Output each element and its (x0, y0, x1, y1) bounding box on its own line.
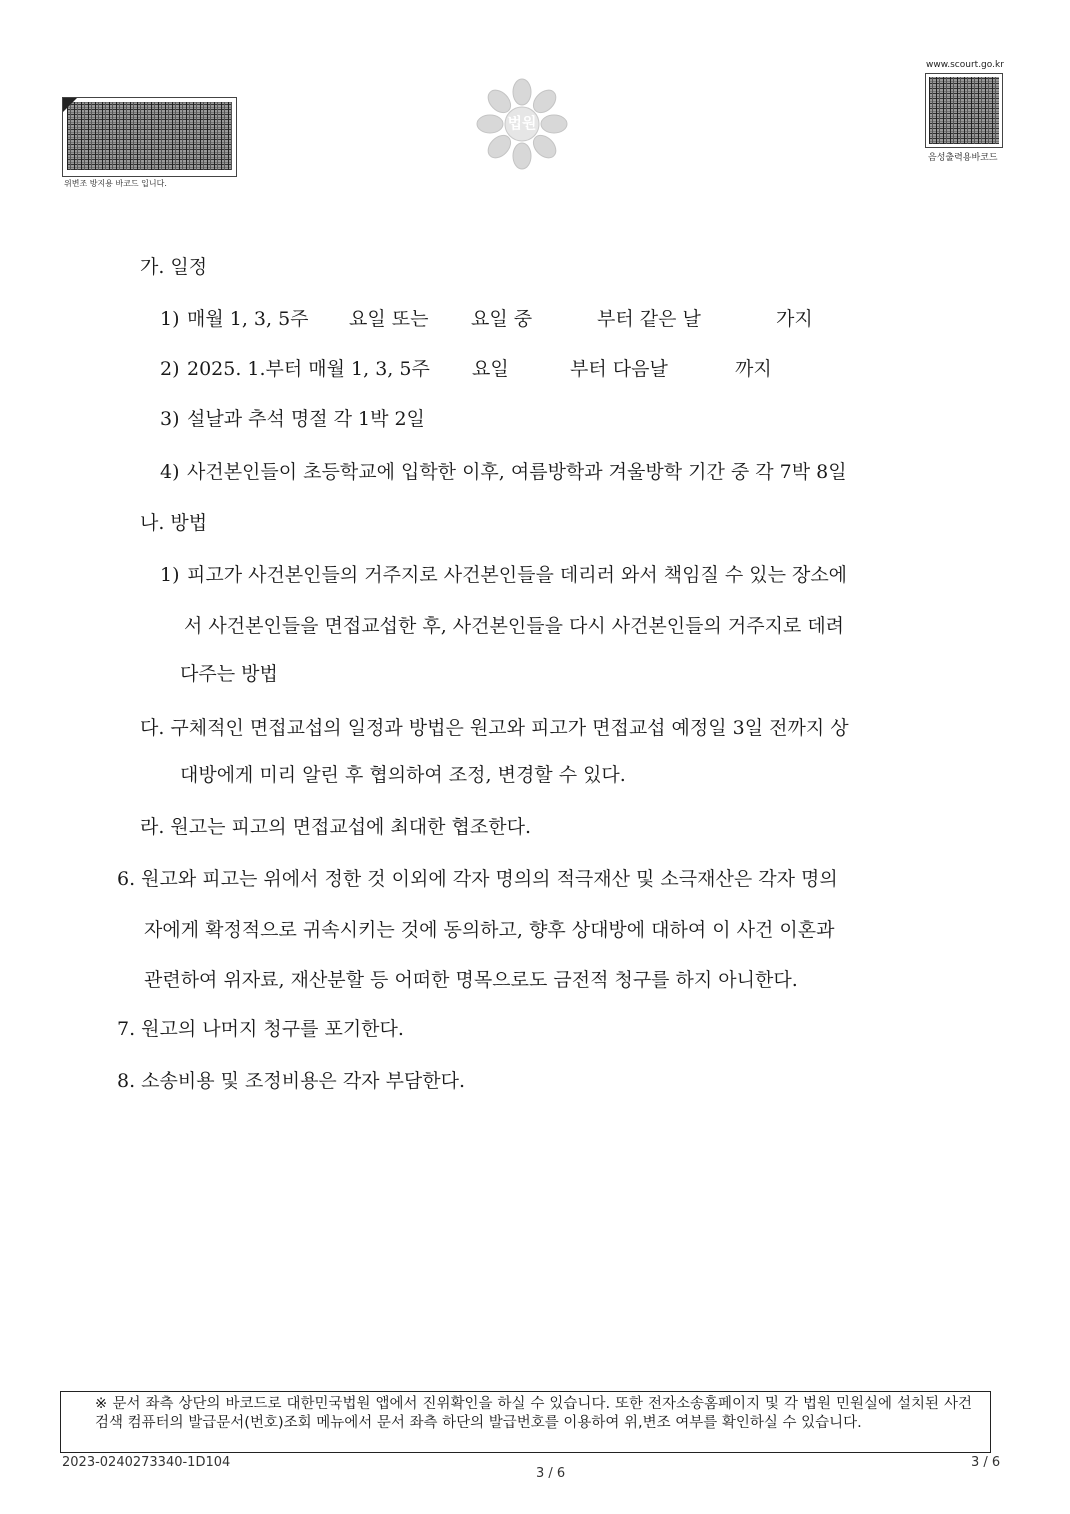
section-a-title: 가. 일정 (140, 256, 208, 278)
text-segment: 요일 또는 (349, 308, 429, 330)
text-segment: 요일 중 (471, 308, 533, 330)
barcode-pattern (67, 102, 232, 170)
verification-notice: ※ 문서 좌측 상단의 바코드로 대한민국법원 앱에서 진위확인을 하실 수 있습니다. 또한 전자소송홈페이지 및 각 법원 민원실에 설치된 사건검색 컴퓨터의 발급문서(번호)조회 메뉴에서 문서 좌측 하단의 발급번호를 이용하여 위,변조 여부를 확인하실 수 있습니다. (60, 1391, 991, 1453)
text-line: 다. 구체적인 면접교섭의 일정과 방법은 원고와 피고가 면접교섭 예정일 3일 전까지 상 (140, 717, 849, 739)
item-number: 2) (160, 358, 180, 380)
voice-output-barcode (925, 73, 1003, 148)
issue-number: 2023-0240273340-1D104 (62, 1455, 231, 1470)
text-line: 관련하여 위자료, 재산분할 등 어떠한 명목으로도 금전적 청구를 하지 아니한다. (144, 969, 798, 991)
item-number: 1) (160, 564, 180, 586)
text-segment: 2025. 1.부터 매월 1, 3, 5주 (187, 358, 430, 380)
text-segment: 가지 (776, 308, 813, 330)
barcode-corner-mark (63, 98, 77, 112)
text-segment: 매월 1, 3, 5주 (187, 308, 309, 330)
anti-forgery-barcode (62, 97, 237, 177)
text-segment: 사건본인들이 초등학교에 입학한 이후, 여름방학과 겨울방학 기간 중 각 7박 8일 (187, 461, 847, 483)
text-segment: 설날과 추석 명절 각 1박 2일 (187, 408, 425, 430)
text-segment: 부터 다음날 (570, 358, 668, 380)
section-d: 라. 원고는 피고의 면접교섭에 최대한 협조한다. (140, 816, 532, 838)
item-8: 8. 소송비용 및 조정비용은 각자 부담한다. (117, 1070, 466, 1092)
text-line: 피고가 사건본인들의 거주지로 사건본인들을 데리러 와서 책임질 수 있는 장소에 (187, 564, 848, 586)
voice-barcode-pattern (929, 77, 999, 144)
text-segment: 부터 같은 날 (597, 308, 701, 330)
text-line: 6. 원고와 피고는 위에서 정한 것 이외에 각자 명의의 적극재산 및 소극재산은 각자 명의 (117, 868, 838, 890)
voice-barcode-caption: 음성출력용바코드 (928, 153, 998, 163)
court-seal (474, 78, 570, 170)
text-line: 자에게 확정적으로 귀속시키는 것에 동의하고, 향후 상대방에 대하여 이 사건 이혼과 (144, 919, 835, 941)
text-line: 서 사건본인들을 면접교섭한 후, 사건본인들을 다시 사건본인들의 거주지로 데려 (184, 615, 845, 637)
text-segment: 요일 (472, 358, 509, 380)
text-line: 대방에게 미리 알린 후 협의하여 조정, 변경할 수 있다. (180, 764, 626, 786)
item-number: 4) (160, 461, 180, 483)
page-number-center: 3 / 6 (536, 1466, 566, 1481)
page-number-right: 3 / 6 (971, 1455, 1001, 1470)
court-url: www.scourt.go.kr (926, 60, 1004, 70)
section-b-title: 나. 방법 (140, 512, 208, 534)
barcode-caption: 위변조 방지용 바코드 입니다. (64, 179, 167, 188)
text-line: 다주는 방법 (180, 663, 278, 685)
item-number: 1) (160, 308, 180, 330)
item-7: 7. 원고의 나머지 청구를 포기한다. (117, 1018, 404, 1040)
item-number: 3) (160, 408, 180, 430)
text-segment: 까지 (735, 358, 772, 380)
court-seal-text: 법원 (507, 114, 537, 132)
